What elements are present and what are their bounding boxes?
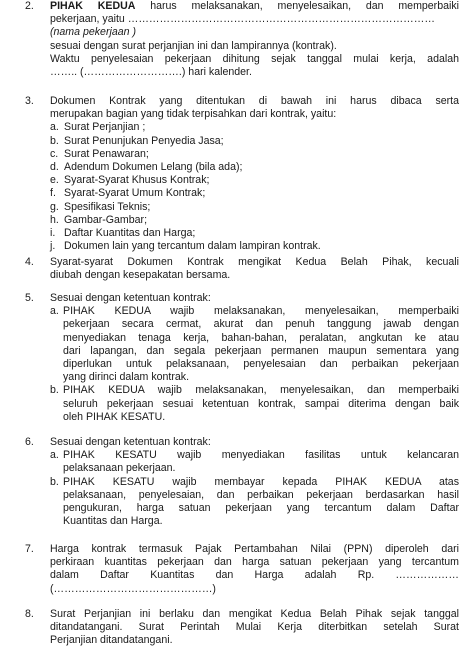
clause-4-line-2: diubah dengan kesepakatan bersama. <box>50 269 231 282</box>
clause-number: 5. <box>25 292 34 304</box>
clause-7-line-1: Harga kontrak termasuk Pajak Pertambahan Nilai (PPN) diperoleh dari <box>50 543 459 555</box>
clause-3-line-1: Dokumen Kontrak yang ditentukan di bawah ini harus dibaca serta <box>50 95 459 107</box>
list-item: c. Surat Penawaran; <box>50 147 149 160</box>
clause-4-line-1: Syarat-syarat Dokumen Kontrak mengikat Kedua Belah Pihak, kecuali <box>50 256 459 268</box>
list-item: f. Syarat-Syarat Umum Kontrak; <box>50 187 206 200</box>
list-item: j. Dokumen lain yang tercantum dalam lampiran kontrak. <box>50 240 321 253</box>
contract-price-line: dalam Daftar Kuantitas dan Harga adalah Rp. ……………… <box>50 569 459 582</box>
list-item: g. Spesifikasi Teknis; <box>50 200 151 213</box>
clause-2-line-6: …….. (……………………….) hari kalender. <box>50 66 252 79</box>
clause-3-line-2: merupakan bagian yang tidak terpisahkan dari kontrak, yaitu: <box>50 108 337 121</box>
list-item: i. Daftar Kuantitas dan Harga; <box>50 227 196 240</box>
clause-number: 8. <box>25 608 34 620</box>
list-item: d. Adendum Dokumen Lelang (bila ada); <box>50 161 243 174</box>
clause-number: 3. <box>25 95 34 107</box>
clause-8-line-2: ditandatangani. Surat Perintah Mulai Kerja diterbitkan setelah Surat <box>50 621 459 634</box>
contract-price-words: (………………………………………) <box>50 582 216 595</box>
list-item: h. Gambar-Gambar; <box>50 213 148 226</box>
clause-2-line-5: Waktu penyelesaian pekerjaan dihitung sejak tanggal mulai kerja, adalah <box>50 52 459 65</box>
clause-number: 2. <box>25 0 34 12</box>
clause-number: 7. <box>25 543 34 555</box>
clause-8-line-1: Surat Perjanjian ini berlaku dan mengikat Kedua Belah Pihak sejak tanggal <box>50 608 459 620</box>
clause-2-line-4: sesuai dengan surat perjanjian ini dan lampirannya (kontrak). <box>50 39 337 52</box>
list-item: e. Syarat-Syarat Khusus Kontrak; <box>50 174 210 187</box>
project-name-placeholder: (nama pekerjaan ) <box>50 26 136 39</box>
clause-5-point-a: a. PIHAK KEDUA wajib melaksanakan, menyelesaikan, memperbaiki pekerjaan secara cermat, akurat dan penuh tanggung jawab dengan menyediakan tenaga kerja, bahan-bahan, peralatan, angkutan ke atau dari lapangan, dan segala pekerjaan permanen maupun sementara yang diperlukan untuk pelaksanaan, penyelesaian dan perbaikan pekerjaan yang dirinci dalam kontrak. <box>50 305 459 384</box>
clause-5-intro: Sesuai dengan ketentuan kontrak: <box>50 292 211 304</box>
clause-2-line-2: pekerjaan, yaitu …………………………………………………………………………… <box>50 13 435 26</box>
clause-5-point-b: b. PIHAK KEDUA wajib melaksanakan, menyelesaikan, dan memperbaiki seluruh pekerjaan sesuai ketentuan kontrak, sampai diterima dengan baik oleh PIHAK KESATU. <box>50 384 459 423</box>
clause-8-line-3: Perjanjian ditandatangani. <box>50 634 173 647</box>
list-item: b. Surat Penunjukan Penyedia Jasa; <box>50 134 224 147</box>
clause-number: 4. <box>25 256 34 268</box>
party-name: PIHAK KEDUA <box>50 0 136 12</box>
clause-7-line-2: perkiraan kuantitas pekerjaan dan harga satuan pekerjaan yang tercantum <box>50 556 459 569</box>
list-item: a. Surat Perjanjian ; <box>50 121 146 134</box>
clause-2-line-1: PIHAK KEDUA harus melaksanakan, menyelesaikan, dan memperbaiki <box>50 0 459 12</box>
clause-6-intro: Sesuai dengan ketentuan kontrak: <box>50 436 211 448</box>
contract-document-list <box>50 121 459 253</box>
clause-6-point-a: a. PIHAK KESATU wajib menyediakan fasilitas untuk kelancaran pelaksanaan pekerjaan. <box>50 449 459 475</box>
clause-6-point-b: b. PIHAK KESATU wajib membayar kepada PIHAK KEDUA atas pelaksanaan, penyelesaian, dan perbaikan pekerjaan berdasarkan hasil pengukuran, harga satuan pekerjaan yang tercantum dalam Daftar Kuantitas dan Harga. <box>50 475 459 528</box>
clause-number: 6. <box>25 436 34 448</box>
